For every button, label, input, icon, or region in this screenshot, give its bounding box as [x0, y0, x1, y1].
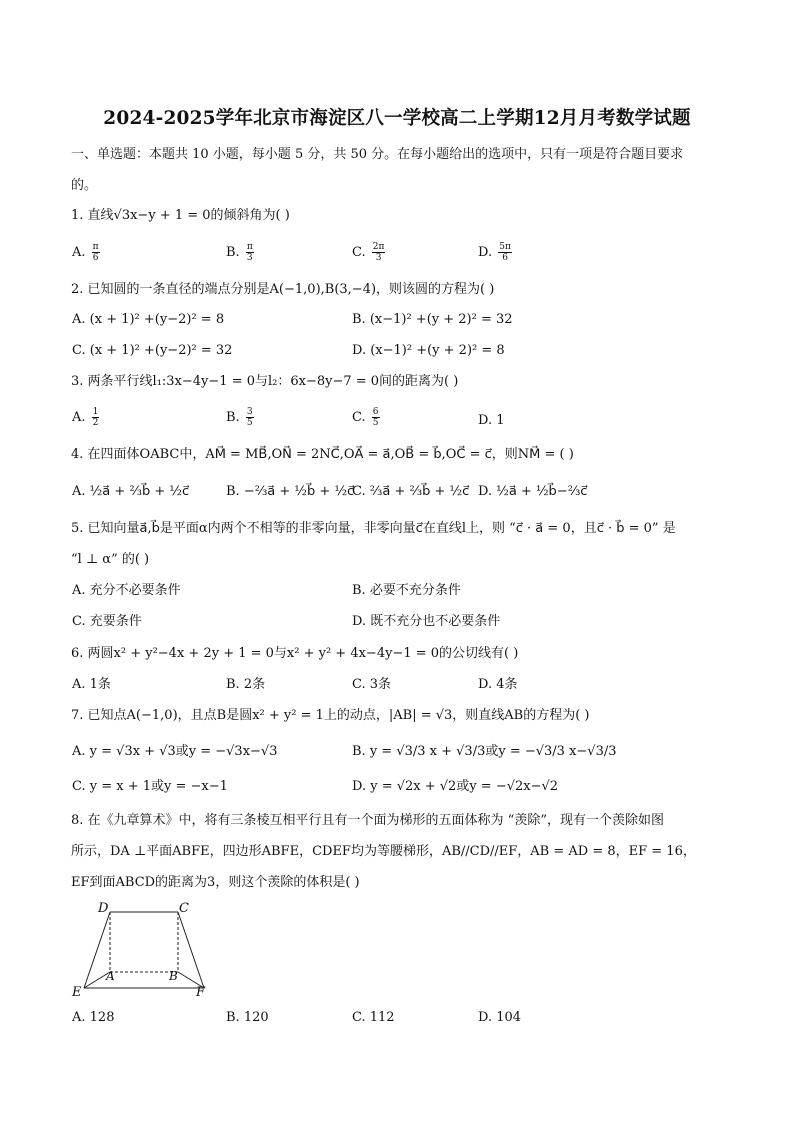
fraction [92, 242, 100, 263]
section-instruction-line1: 一、单选题：本题共 10 小题，每小题 5 分，共 50 分。在每小题给出的选项中，只有一项是符合题目要求 [71, 147, 684, 162]
question-7-option-c: C. y = x + 1或y = −x−1 [72, 779, 228, 794]
question-8-option-b: B. 120 [226, 1010, 269, 1025]
numerator: π [92, 242, 99, 252]
question-5-option-d: D. 既不充分也不必要条件 [352, 614, 501, 629]
question-5-option-b: B. 必要不充分条件 [352, 583, 461, 598]
question-2-option-b: B. (x−1)² +(y + 2)² = 32 [352, 312, 513, 327]
numerator: 1 [92, 407, 99, 417]
question-4-option-a: A. ½a⃗ + ⅔b⃗ + ½c⃗ [72, 484, 190, 499]
fraction [372, 407, 380, 428]
vertex-label-a: A [106, 969, 115, 983]
question-6-option-a: A. 1条 [72, 677, 111, 692]
numerator: 5π [499, 242, 511, 252]
vertex-label-d: D [98, 901, 109, 916]
question-7-option-a: A. y = √3x + √3或y = −√3x−√3 [72, 744, 278, 759]
question-2-option-c: C. (x + 1)² +(y−2)² = 32 [72, 343, 233, 358]
option-letter: A. [72, 245, 86, 260]
fraction [92, 407, 100, 428]
question-8-option-c: C. 112 [352, 1010, 395, 1025]
question-1-option-d [478, 242, 514, 263]
question-5-stem-line2: “l ⊥ α” 的( ) [71, 552, 150, 567]
denominator: 3 [375, 253, 382, 263]
question-7-stem: 7. 已知点A(−1,0)，且点B是圆x² + y² = 1上的动点，|AB| = √3，则直线AB的方程为( ) [71, 708, 590, 723]
chuchu-solid-figure [70, 900, 220, 1002]
denominator: 6 [502, 253, 508, 263]
question-8-option-a: A. 128 [72, 1010, 115, 1025]
question-5-stem-line1: 5. 已知向量a⃗,b⃗是平面α内两个不相等的非零向量，非零向量c⃗在直线l上，则 “c⃗ · a⃗ = 0，且c⃗ · b⃗ = 0” 是 [71, 521, 676, 536]
question-1-option-c [352, 242, 387, 263]
question-2-option-a: A. (x + 1)² +(y−2)² = 8 [72, 312, 225, 327]
question-3-option-c [352, 407, 382, 428]
question-6-option-b: B. 2条 [226, 677, 266, 692]
question-5-option-a: A. 充分不必要条件 [72, 583, 181, 598]
question-4-option-b: B. −⅔a⃗ + ½b⃗ + ½c⃗ [226, 484, 355, 499]
option-letter: B. [226, 410, 240, 425]
question-7-option-b: B. y = √3/3 x + √3/3或y = −√3/3 x−√3/3 [352, 744, 617, 759]
question-8-stem-line3: EF到面ABCD的距离为3，则这个羡除的体积是( ) [71, 875, 360, 890]
vertex-label-e: E [72, 985, 82, 1000]
vertex-label-f: F [196, 985, 206, 1000]
question-8-stem-line1: 8. 在《九章算术》中，将有三条棱互相平行且有一个面为梯形的五面体称为 “羡除”，现有一个羡除如图 [71, 813, 664, 828]
question-3-option-b [226, 407, 256, 428]
option-letter: D. [478, 245, 493, 260]
denominator: 2 [92, 418, 99, 428]
question-6-option-c: C. 3条 [352, 677, 392, 692]
question-4-stem: 4. 在四面体OABC中，AM⃗ = MB⃗,ON⃗ = 2NC⃗,OA⃗ = a⃗,OB⃗ = b⃗,OC⃗ = c⃗，则NM⃗ = ( ) [71, 447, 574, 462]
denominator: 3 [246, 253, 253, 263]
question-2-option-d: D. (x−1)² +(y + 2)² = 8 [352, 343, 505, 358]
page-title: 2024-2025学年北京市海淀区八一学校高二上学期12月月考数学试题 [103, 108, 691, 129]
fraction [246, 242, 254, 263]
question-1-option-a [72, 242, 102, 263]
denominator: 6 [92, 253, 99, 263]
fraction [372, 242, 386, 263]
numerator: 2π [372, 242, 385, 252]
fraction [246, 407, 254, 428]
vertex-label-b: B [169, 969, 178, 983]
denominator: 5 [246, 418, 253, 428]
question-6-stem: 6. 两圆x² + y²−4x + 2y + 1 = 0与x² + y² + 4x−4y−1 = 0的公切线有( ) [71, 646, 519, 661]
numerator: 3 [246, 407, 253, 417]
question-7-option-d: D. y = √2x + √2或y = −√2x−√2 [352, 779, 559, 794]
section-instruction-line2: 的。 [71, 178, 98, 193]
edge-cf [178, 912, 204, 988]
vertex-label-c: C [179, 901, 189, 916]
option-letter: A. [72, 410, 86, 425]
option-letter: C. [352, 245, 366, 260]
question-3-option-d: D. 1 [478, 413, 505, 428]
question-1-option-b [226, 242, 256, 263]
question-4-option-c: C. ⅔a⃗ + ⅔b⃗ + ½c⃗ [352, 484, 470, 499]
question-3-stem: 3. 两条平行线l₁:3x−4y−1 = 0与l₂：6x−8y−7 = 0间的距离为( ) [71, 374, 459, 389]
option-letter: C. [352, 410, 366, 425]
question-4-option-d: D. ½a⃗ + ½b⃗−⅔c⃗ [478, 484, 588, 499]
numerator: 6 [372, 407, 379, 417]
numerator: π [246, 242, 253, 252]
question-5-option-c: C. 充要条件 [72, 614, 142, 629]
question-8-option-d: D. 104 [478, 1010, 522, 1025]
fraction [498, 242, 512, 263]
question-6-option-d: D. 4条 [478, 677, 518, 692]
question-2-stem: 2. 已知圆的一条直径的端点分别是A(−1,0),B(3,−4)，则该圆的方程为( ) [71, 282, 495, 297]
option-letter: B. [226, 245, 240, 260]
question-8-stem-line2: 所示，DA ⊥平面ABFE，四边形ABFE，CDEF均为等腰梯形，AB//CD//EF，AB = AD = 8，EF = 16， [71, 844, 696, 859]
question-3-option-a [72, 407, 101, 428]
question-1-stem: 1. 直线√3x−y + 1 = 0的倾斜角为( ) [71, 208, 290, 223]
denominator: 5 [372, 418, 379, 428]
